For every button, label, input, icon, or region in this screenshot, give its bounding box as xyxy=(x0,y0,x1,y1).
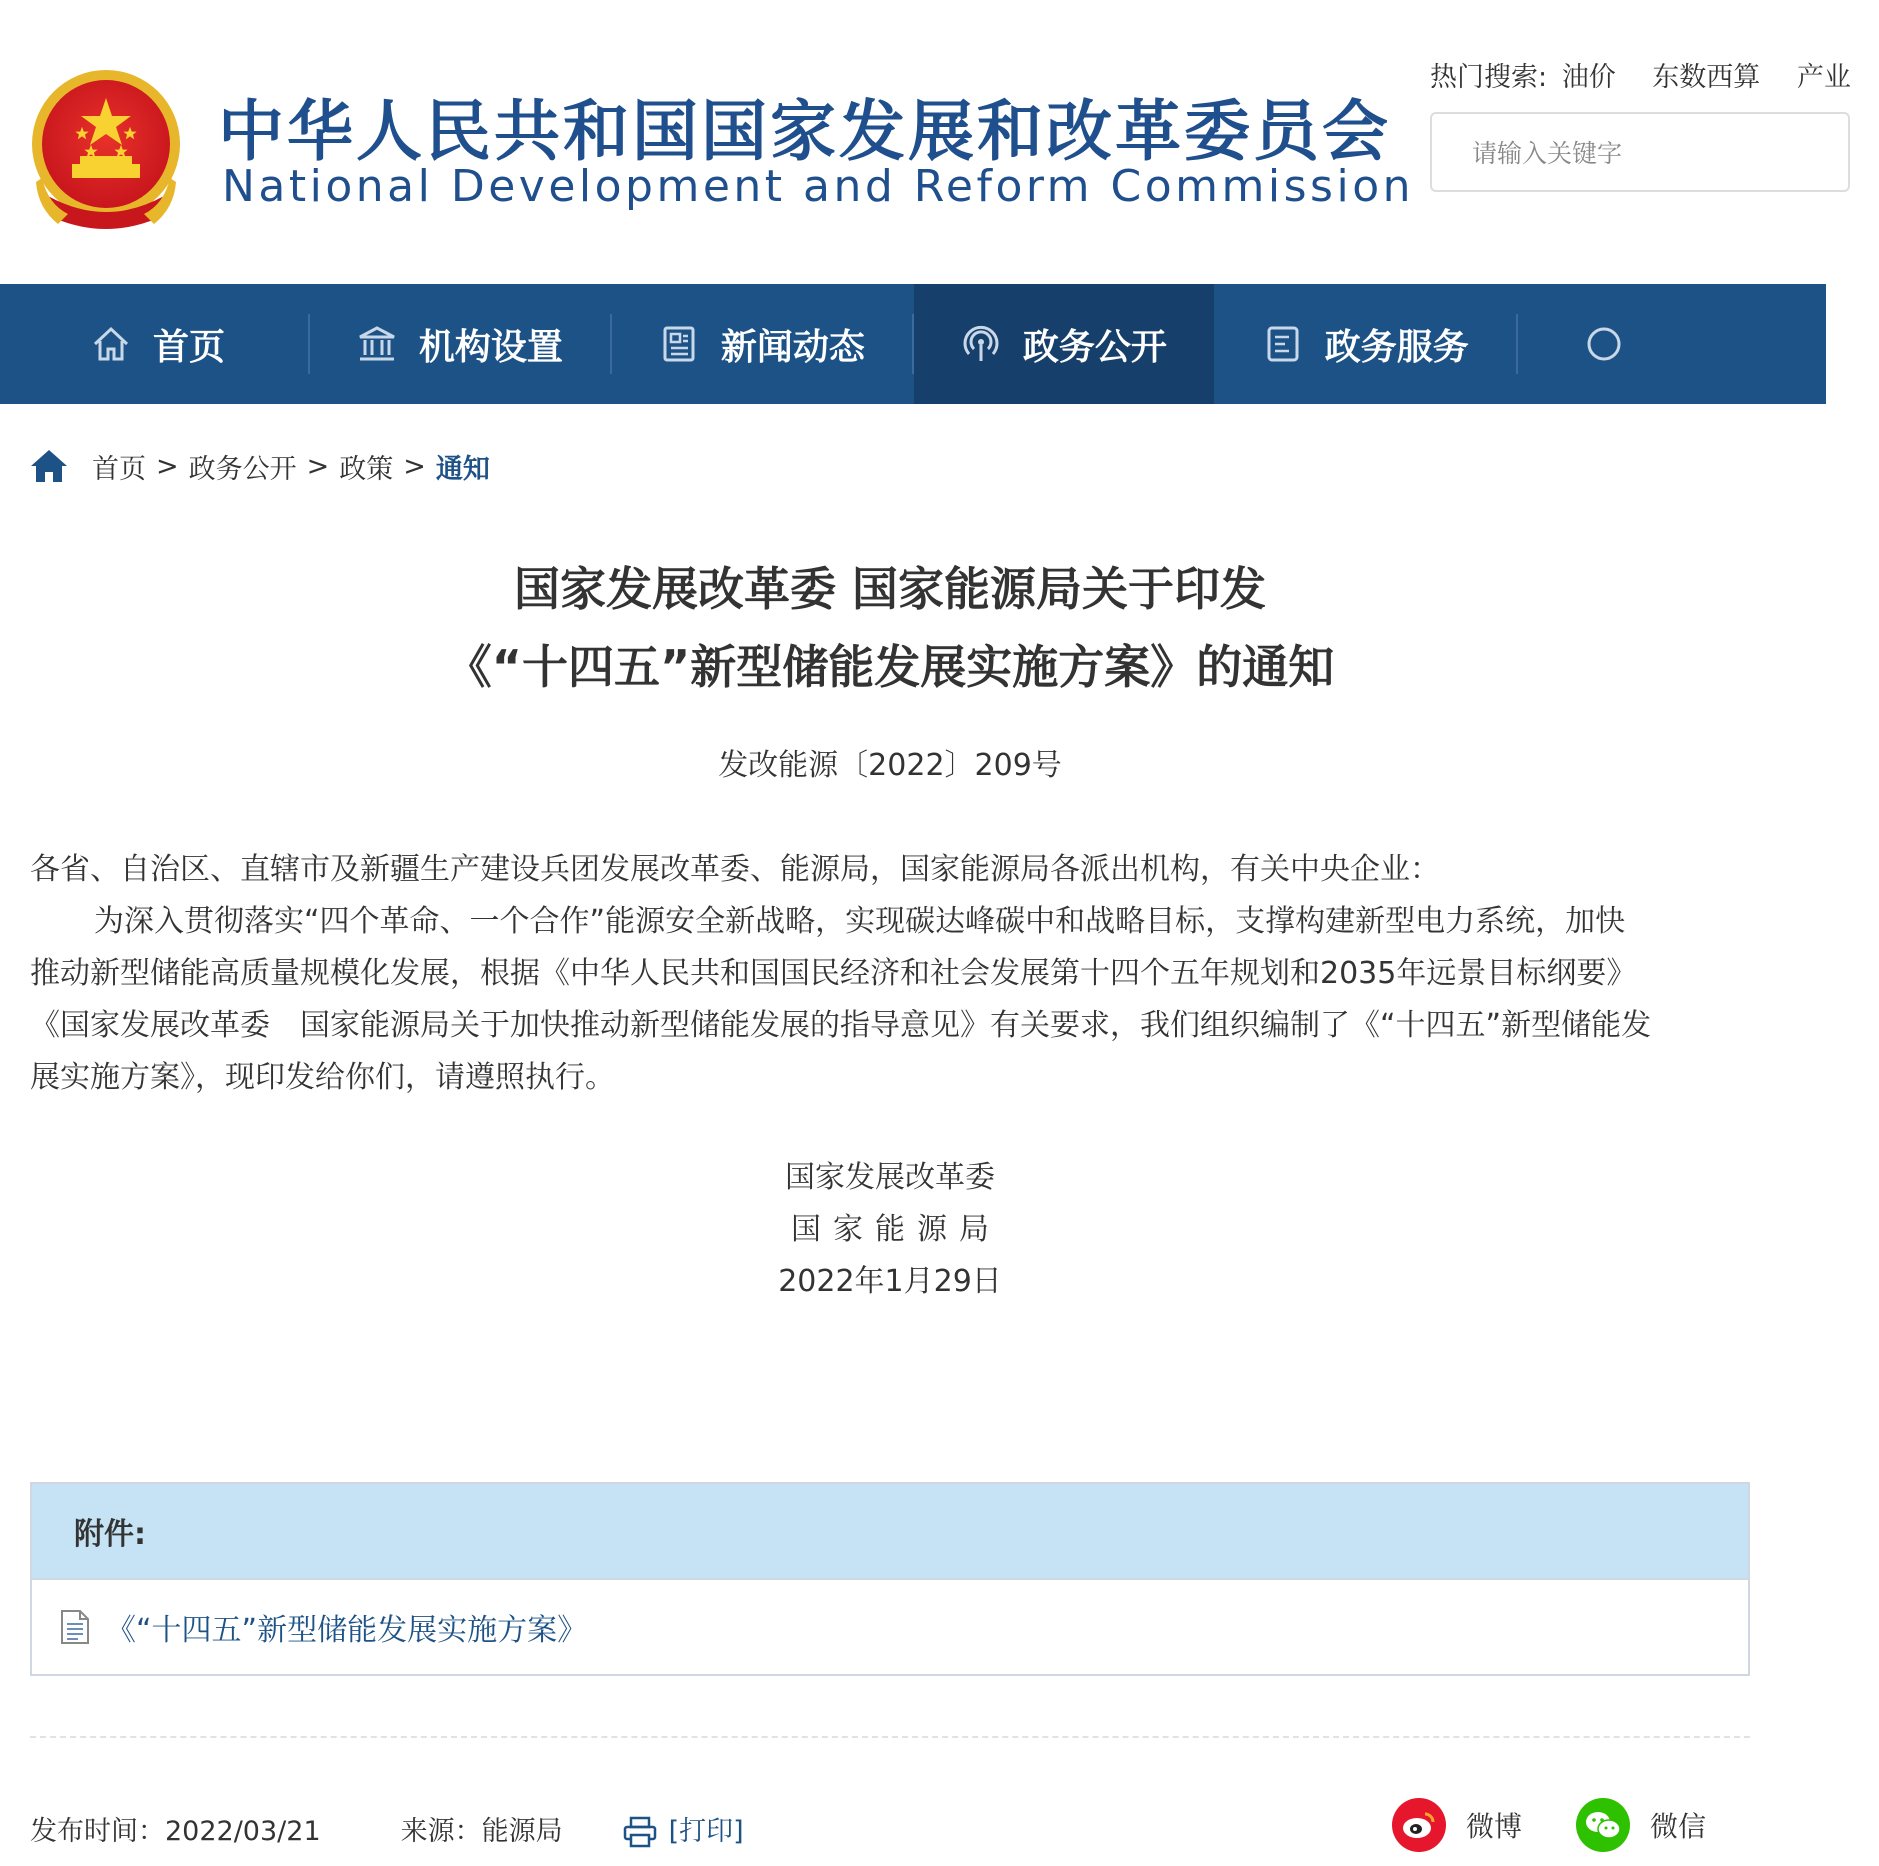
site-title-cn: 中华人民共和国国家发展和改革委员会 xyxy=(218,93,1391,170)
publish-time: 发布时间：2022/03/21 xyxy=(30,1816,321,1847)
wechat-icon xyxy=(1576,1798,1630,1852)
share-weibo[interactable] xyxy=(1392,1798,1522,1852)
breadcrumb-separator: > xyxy=(156,450,179,482)
attachment-row xyxy=(32,1580,1748,1674)
article-body xyxy=(30,844,1790,1104)
share-bar xyxy=(1392,1798,1760,1852)
search-box xyxy=(1430,112,1850,192)
site-title-en: National Development and Reform Commission xyxy=(222,161,1414,212)
circle-icon xyxy=(1584,324,1624,364)
document-number: 发改能源〔2022〕209号 xyxy=(718,748,1062,783)
attachment-link[interactable]: 《“十四五”新型储能发展实施方案》 xyxy=(106,1613,588,1648)
article-title xyxy=(0,550,1780,706)
divider xyxy=(30,1736,1750,1738)
institution-icon xyxy=(357,324,397,364)
home-outline-icon xyxy=(91,324,131,364)
share-wechat[interactable] xyxy=(1576,1798,1706,1852)
breadcrumb-current[interactable]: 通知 xyxy=(435,453,490,485)
share-label: 微信 xyxy=(1650,1810,1707,1843)
breadcrumb xyxy=(30,446,490,486)
breadcrumb-government-affairs[interactable]: 政务公开 xyxy=(188,453,297,485)
nav-item-government-affairs[interactable] xyxy=(914,284,1214,404)
nav-item-label: 机构设置 xyxy=(418,326,563,368)
breadcrumb-separator: > xyxy=(306,450,330,482)
signature-date: 2022年1月29日 xyxy=(778,1264,1002,1299)
attachment-header: 附件: xyxy=(32,1484,1748,1580)
weibo-icon xyxy=(1392,1798,1446,1852)
article-title-line: 《“十四五”新型储能发展实施方案》的通知 xyxy=(445,640,1335,694)
signature-block xyxy=(0,1152,1780,1308)
hot-search-item[interactable]: 产业 xyxy=(1796,62,1851,93)
breadcrumb-home[interactable]: 首页 xyxy=(92,453,146,485)
nav-item-label: 新闻动态 xyxy=(720,326,865,368)
hot-search xyxy=(1430,60,1879,96)
article-paragraph: 推动新型储能高质量规模化发展，根据《中华人民共和国国民经济和社会发展第十四个五年规划和2035年远景目标纲要》 xyxy=(30,956,1637,991)
hot-search-label: 热门搜索: xyxy=(1430,62,1548,93)
national-emblem-icon xyxy=(28,68,184,232)
attachment-panel xyxy=(30,1482,1750,1676)
broadcast-icon xyxy=(961,324,1001,364)
news-icon xyxy=(659,324,699,364)
home-icon[interactable] xyxy=(30,448,68,484)
hot-search-item[interactable]: 东数西算 xyxy=(1652,62,1761,93)
article-title-line: 国家发展改革委 国家能源局关于印发 xyxy=(513,562,1266,616)
search-input[interactable] xyxy=(1472,132,1812,174)
share-label: 微博 xyxy=(1466,1810,1523,1843)
nav-item-news[interactable] xyxy=(612,284,912,404)
nav-item-institution[interactable] xyxy=(310,284,610,404)
article-paragraph: 各省、自治区、直辖市及新疆生产建设兵团发展改革委、能源局，国家能源局各派出机构，有关中央企业： xyxy=(30,852,1440,887)
signature-org: 国家能源局 xyxy=(791,1212,1001,1247)
site-header xyxy=(0,0,1851,284)
file-icon xyxy=(60,1609,90,1645)
nav-item-home[interactable] xyxy=(8,284,308,404)
article-paragraph: 展实施方案》，现印发给你们，请遵照执行。 xyxy=(30,1060,615,1095)
hot-search-item[interactable]: 油价 xyxy=(1561,62,1616,93)
print-button[interactable] xyxy=(623,1812,744,1852)
main-nav xyxy=(0,284,1826,404)
nav-item-label: 政务服务 xyxy=(1324,326,1469,368)
nav-item-label: 首页 xyxy=(152,326,225,368)
source: 来源：能源局 xyxy=(400,1816,563,1847)
nav-item-services[interactable] xyxy=(1216,284,1516,404)
article-paragraph: 《国家发展改革委 国家能源局关于加快推动新型储能发展的指导意见》有关要求，我们组织编制了《“十四五”新型储能发 xyxy=(30,1008,1652,1043)
printer-icon xyxy=(623,1816,657,1848)
signature-org: 国家发展改革委 xyxy=(785,1160,995,1195)
breadcrumb-separator: > xyxy=(403,450,426,482)
article-paragraph: 为深入贯彻落实“四个革命、一个合作”能源安全新战略，实现碳达峰碳中和战略目标，支撑构建新型电力系统，加快 xyxy=(94,904,1626,939)
print-label: [打印] xyxy=(668,1816,744,1847)
publish-info xyxy=(30,1812,744,1852)
breadcrumb-policy[interactable]: 政策 xyxy=(339,453,394,485)
document-icon xyxy=(1263,324,1303,364)
nav-item-more[interactable] xyxy=(1518,284,1826,404)
nav-item-label: 政务公开 xyxy=(1022,326,1167,368)
